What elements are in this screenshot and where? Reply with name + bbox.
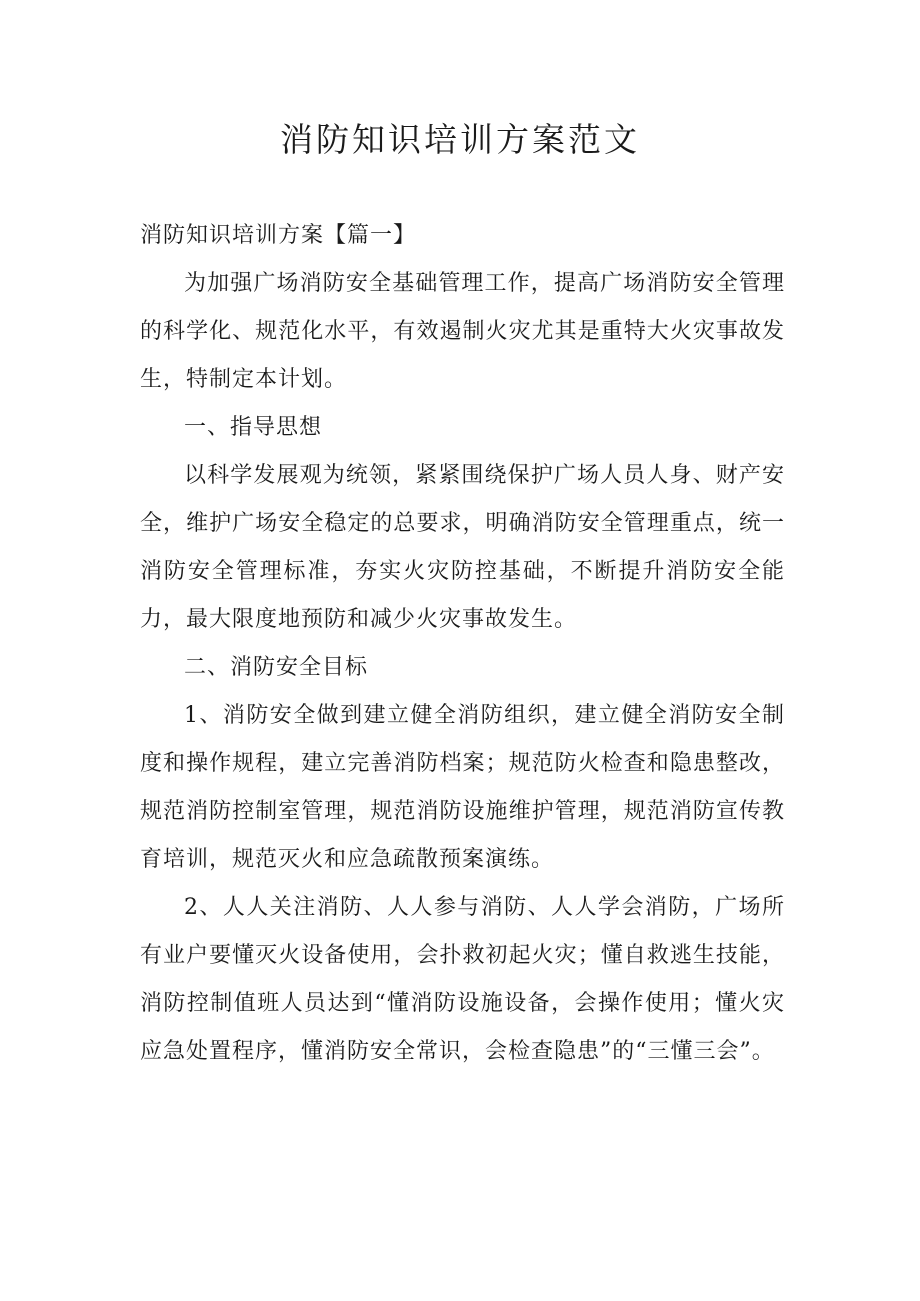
heading-guiding-ideology: 一、指导思想 (184, 415, 323, 440)
paragraph-guiding-ideology: 以科学发展观为统领，紧紧围绕保护广场人员人身、财产安全，维护广场安全稳定的总要求，明确消防安全管理重点，统一消防安全管理标准，夯实火灾防控基础，不断提升消防安全能力，最大限度地预防和减少火灾事故发生。 (140, 463, 785, 632)
heading-safety-goals: 二、消防安全目标 (184, 655, 369, 680)
section-heading: 消防知识培训方案【篇一】 (140, 223, 417, 248)
document-title: 消防知识培训方案范文 (280, 120, 640, 159)
paragraph-goal-2: 2、人人关注消防、人人参与消防、人人学会消防，广场所有业户要懂灭火设备使用，会扑救初起火灾；懂自救逃生技能，消防控制值班人员达到“懂消防设施设备，会操作使用；懂火灾应急处置程序，懂消防安全常识，会检查隐患”的“三懂三会”。 (140, 895, 785, 1064)
document-body (140, 212, 785, 1076)
paragraph-intro: 为加强广场消防安全基础管理工作，提高广场消防安全管理的科学化、规范化水平，有效遏制火灾尤其是重特大火灾事故发生，特制定本计划。 (140, 271, 785, 392)
paragraph-goal-1: 1、消防安全做到建立健全消防组织，建立健全消防安全制度和操作规程，建立完善消防档案；规范防火检查和隐患整改，规范消防控制室管理，规范消防设施维护管理，规范消防宣传教育培训，规范灭火和应急疏散预案演练。 (140, 703, 785, 872)
